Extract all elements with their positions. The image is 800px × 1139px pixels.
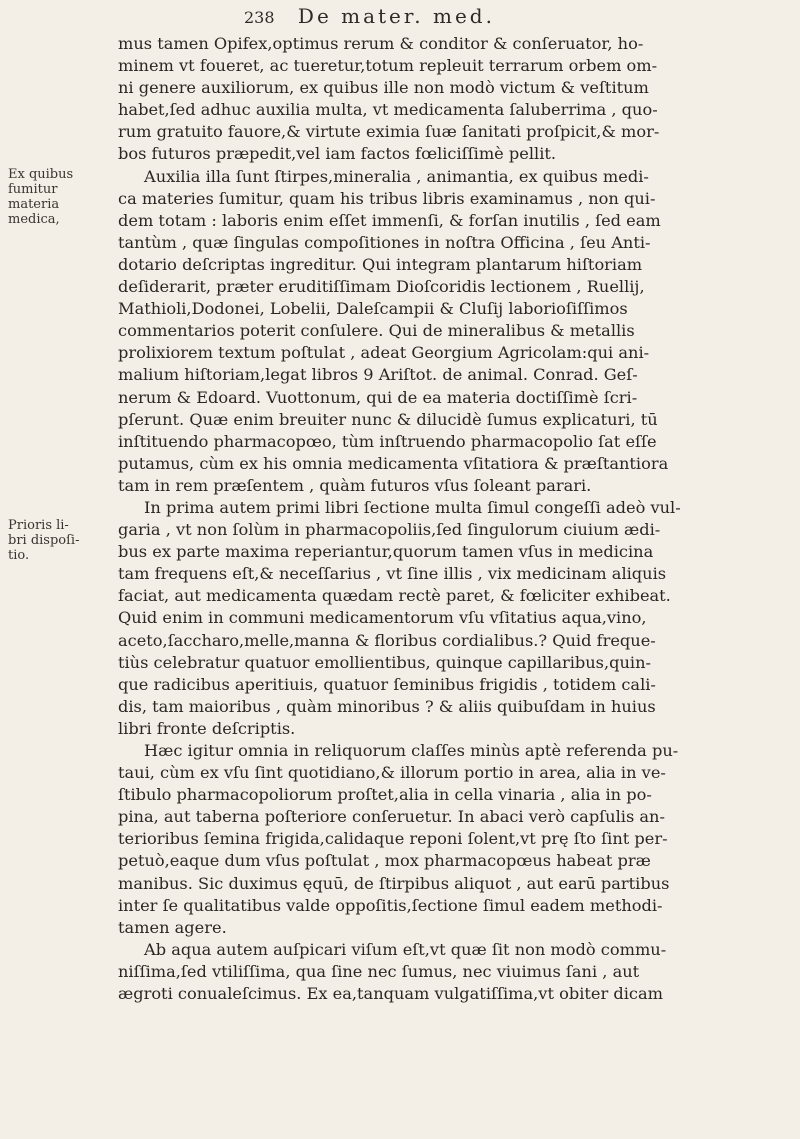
text-line: libri fronte deſcriptis. — [118, 718, 296, 738]
text-line: In prima autem primi libri ſectione multa ſimul congeſſi adeò vul- — [144, 497, 681, 517]
text-line: ni genere auxiliorum, ex quibus ille non modò victum & veſtitum — [118, 78, 649, 98]
text-line: aceto,ſaccharo,melle,manna & floribus cordialibus.? Quid freque- — [118, 630, 656, 650]
text-line: tiùs celebratur quatuor emollientibus, quinque capillaribus,quin- — [118, 652, 651, 672]
body-text — [118, 33, 778, 1005]
text-line: Auxilia illa ſunt ſtirpes,mineralia , animantia, ex quibus medi- — [144, 166, 649, 186]
text-line: Ab aqua autem auſpicari viſum eſt,vt quæ ſit non modò commu- — [144, 939, 667, 959]
text-line: inſtituendo pharmacopœo, tùm inſtruendo pharmacopolio ſat eſſe — [118, 431, 657, 451]
margin-note-line: Prioris li- — [8, 518, 69, 533]
text-line: commentarios poterit conſulere. Qui de mineralibus & metallis — [118, 321, 635, 341]
text-line: pina, aut taberna poſteriore conſeruetur. In abaci verò capſulis an- — [118, 807, 665, 827]
text-line: inter ſe qualitatibus valde oppoſitis,ſectione ſimul eadem methodi- — [118, 895, 663, 915]
text-line: tantùm , quæ ſingulas compoſitiones in noſtra Officina , ſeu Anti- — [118, 232, 651, 252]
text-line: que radicibus aperitiuis, quatuor ſeminibus frigidis , totidem cali- — [118, 674, 656, 694]
text-line: petuò,eaque dum vſus poſtulat , mox pharmacopœus habeat præ — [118, 851, 651, 871]
margin-note-line: fumitur — [8, 182, 58, 197]
text-line: ca materies ſumitur, quam his tribus libris examinamus , non qui- — [118, 188, 656, 208]
text-line: prolixiorem textum poſtulat , adeat Georgium Agricolam:qui ani- — [118, 343, 650, 363]
margin-note-line: materia — [8, 197, 60, 212]
text-line: malium hiſtoriam,legat libros 9 Ariſtot. de animal. Conrad. Geſ- — [118, 365, 638, 385]
text-line: tam frequens eſt,& neceſſarius , vt ſine illis , vix medicinam aliquis — [118, 564, 667, 584]
text-line: Hæc igitur omnia in reliquorum claſſes minùs aptè referenda pu- — [144, 741, 679, 760]
text-line: bus ex parte maxima reperiantur,quorum tamen vſus in medicina — [118, 542, 654, 562]
margin-note — [8, 167, 98, 227]
running-title: De mater. med. — [297, 4, 495, 28]
text-line: dem totam : laboris enim eſſet immenſi, & forſan inutilis , ſed eam — [118, 210, 661, 230]
text-line: mus tamen Opifex,optimus rerum & conditor & conſeruator, ho- — [118, 34, 644, 53]
text-line: putamus, cùm ex his omnia medicamenta vſitatiora & præſtantiora — [118, 453, 669, 473]
text-line: rum gratuito fauore,& virtute eximia ſuæ ſanitati proſpicit,& mor- — [118, 122, 660, 142]
text-line: Mathioli,Dodonei, Lobelii, Daleſcampii & Cluſij laborioſiſſimos — [118, 299, 628, 319]
text-line: niſſima,ſed vtiliſſima, qua ſine nec ſumus, nec viuimus ſani , aut — [118, 961, 640, 981]
page-number: 238 — [244, 8, 275, 27]
text-line: taui, cùm ex vſu ſint quotidiano,& illorum portio in area, alia in ve- — [118, 763, 666, 783]
margin-note — [8, 518, 98, 563]
text-line: deſiderarit, præter eruditiſſimam Dioſcoridis lectionem , Ruellij, — [118, 277, 645, 297]
text-line: tam in rem præſentem , quàm futuros vſus ſoleant parari. — [118, 475, 592, 495]
running-header — [244, 4, 495, 28]
text-line: bos futuros præpedit,vel iam factos fœliciſſimè pellit. — [118, 144, 557, 164]
margin-note-line: medica, — [8, 212, 60, 227]
text-line: Quid enim in communi medicamentorum vſu vſitatius aqua,vino, — [118, 608, 647, 628]
margin-note-line: tio. — [8, 548, 30, 563]
text-line: dotario deſcriptas ingreditur. Qui integram plantarum hiſtoriam — [118, 254, 643, 274]
text-line: habet,ſed adhuc auxilia multa, vt medicamenta ſaluberrima , quo- — [118, 100, 658, 120]
text-line: ægroti conualeſcimus. Ex ea,tanquam vulgatiſſima,vt obiter dicam — [118, 984, 663, 1004]
text-line: terioribus ſemina frigida,calidaque reponi ſolent,vt prę ſto ſint per- — [118, 829, 668, 849]
text-line: pſerunt. Quæ enim breuiter nunc & dilucidè ſumus explicaturi, tū — [118, 409, 658, 429]
text-line: manibus. Sic duximus ęquū, de ſtirpibus aliquot , aut earū partibus — [118, 873, 670, 893]
text-line: ſtibulo pharmacopoliorum proſtet,alia in cella vinaria , alia in po- — [118, 785, 652, 805]
margin-note-line: Ex quibus — [8, 167, 74, 182]
text-line: faciat, aut medicamenta quædam rectè paret, & fœliciter exhibeat. — [118, 586, 671, 606]
text-line: nerum & Edoard. Vuottonum, qui de ea materia doctiſſimè ſcri- — [118, 387, 638, 407]
text-line: tamen agere. — [118, 917, 227, 937]
text-line: dis, tam maioribus , quàm minoribus ? & aliis quibuſdam in huius — [118, 696, 656, 716]
text-line: minem vt foueret, ac tueretur,totum repleuit terrarum orbem om- — [118, 56, 658, 76]
text-line: garia , vt non ſolùm in pharmacopoliis,ſed ſingulorum ciuium ædi- — [118, 520, 661, 540]
margin-note-line: bri dispoſi- — [8, 533, 80, 548]
